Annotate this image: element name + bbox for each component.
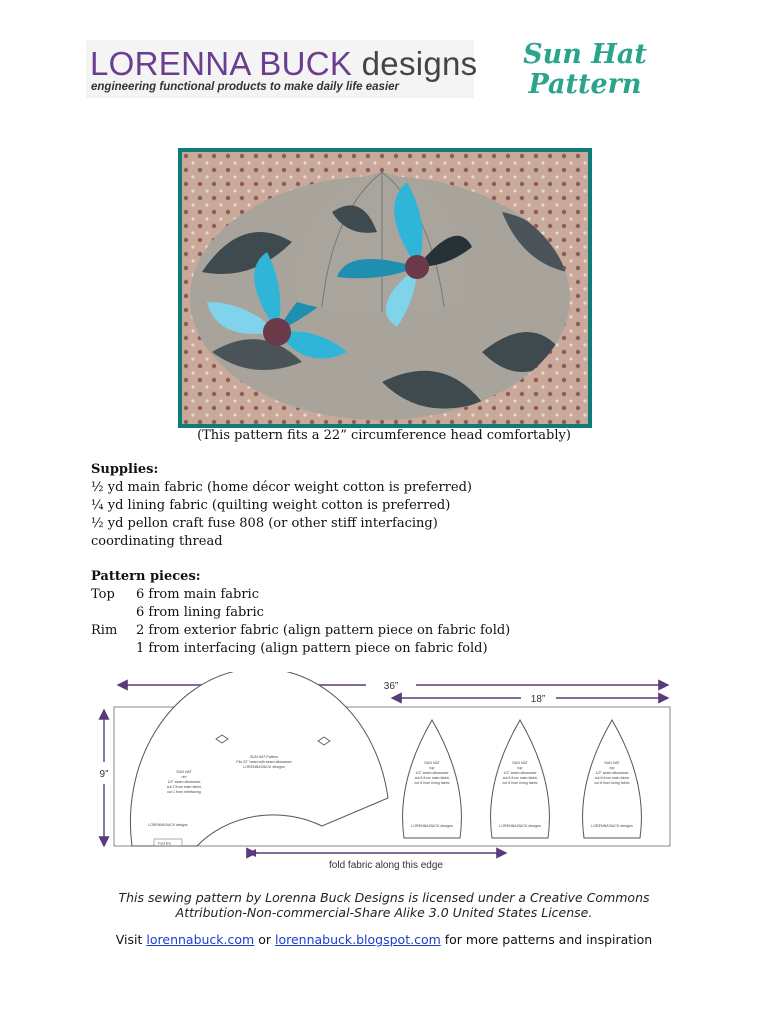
rim-pattern-piece [130,672,388,846]
visit-prefix: Visit [115,932,143,947]
svg-text:LORENNA BUCK designs: LORENNA BUCK designs [499,824,541,828]
svg-text:1/2" seam allowance: 1/2" seam allowance [415,771,449,775]
supplies-heading: Supplies: [91,462,159,477]
hat-photo [182,152,588,424]
hat-photo-frame [178,148,592,428]
blog-link[interactable]: lorennabuck.blogspot.com [274,932,441,947]
piece-instruction: 1 from interfacing (align pattern piece on fabric fold) [136,641,488,656]
license-notice [0,890,768,920]
svg-text:cut 6 from main fabric: cut 6 from main fabric [502,776,538,780]
brand-suffix: designs [361,45,478,82]
top-pattern-piece [583,720,642,838]
piece-instruction: 6 from lining fabric [136,605,264,620]
supply-item: coordinating thread [91,534,223,549]
svg-text:1/2" seam allowance: 1/2" seam allowance [595,771,629,775]
svg-text:top: top [517,766,523,770]
supply-item: ½ yd pellon craft fuse 808 (or other stiff interfacing) [91,516,438,531]
pattern-pieces-heading: Pattern pieces: [91,569,201,584]
svg-text:cut 6 from main fabric: cut 6 from main fabric [594,776,630,780]
brand-main: LORENNA BUCK [90,45,353,82]
svg-text:SUN HAT: SUN HAT [512,761,528,765]
svg-text:SUN HAT Pattern: SUN HAT Pattern [249,755,279,759]
brand-tagline: engineering functional products to make daily life easier [91,81,400,93]
svg-text:cut 6 from lining fabric: cut 6 from lining fabric [414,781,450,785]
svg-text:top: top [429,766,435,770]
svg-text:1/2" seam allowance: 1/2" seam allowance [503,771,537,775]
svg-text:cut 1 from interfacing: cut 1 from interfacing [167,790,201,794]
piece-instruction: 6 from main fabric [136,587,259,602]
visit-line [0,932,768,947]
half-width-label: 18” [530,694,546,705]
svg-text:LORENNA BUCK designs: LORENNA BUCK designs [411,824,453,828]
svg-text:SUN HAT: SUN HAT [176,770,192,774]
svg-text:top: top [609,766,615,770]
supply-item: ¼ yd lining fabric (quilting weight cotton is preferred) [91,498,451,513]
title-line-2: Pattern [528,69,642,100]
svg-text:1/2" seam allowance: 1/2" seam allowance [167,780,201,784]
pattern-layout-diagram [96,672,676,872]
svg-text:cut 6 from main fabric: cut 6 from main fabric [414,776,450,780]
svg-text:LORENNA BUCK designs: LORENNA BUCK designs [243,765,285,769]
height-label: 9” [99,769,109,780]
title-line-1: Sun Hat [523,39,647,70]
license-line-2: Attribution-Non-commercial-Share Alike 3.0 United States License. [175,905,593,920]
piece-name: Top [91,587,115,602]
fold-label: fold fabric along this edge [329,860,443,871]
brand-logo [90,44,477,84]
photo-caption: (This pattern fits a 22” circumference head comfortably) [197,428,571,443]
svg-text:cut 6 from lining fabric: cut 6 from lining fabric [502,781,538,785]
website-link[interactable]: lorennabuck.com [146,932,255,947]
piece-instruction: 2 from exterior fabric (align pattern piece on fabric fold) [136,623,511,638]
svg-text:LORENNA BUCK designs: LORENNA BUCK designs [591,824,633,828]
svg-text:Fits 22" head with seam allowa: Fits 22" head with seam allowance [236,760,292,764]
visit-suffix: for more patterns and inspiration [444,932,653,947]
document-title [520,40,650,100]
svg-text:cut 6 from lining fabric: cut 6 from lining fabric [594,781,630,785]
supply-item: ½ yd main fabric (home décor weight cotton is preferred) [91,480,472,495]
svg-text:SUN HAT: SUN HAT [424,761,440,765]
top-pattern-piece [403,720,462,838]
svg-text:SUN HAT: SUN HAT [604,761,620,765]
rim-piece-credit: LORENNA BUCK designs [148,823,188,827]
svg-text:cut 2 from main fabric: cut 2 from main fabric [166,785,202,789]
width-label: 36” [383,681,399,692]
license-line-1: This sewing pattern by Lorenna Buck Designs is licensed under a Creative Commons [118,890,650,905]
svg-text:rim: rim [181,775,187,779]
visit-or: or [258,932,271,947]
top-pattern-piece [491,720,550,838]
fold-tag-label: Fold line [158,841,172,846]
piece-name: Rim [91,623,118,638]
